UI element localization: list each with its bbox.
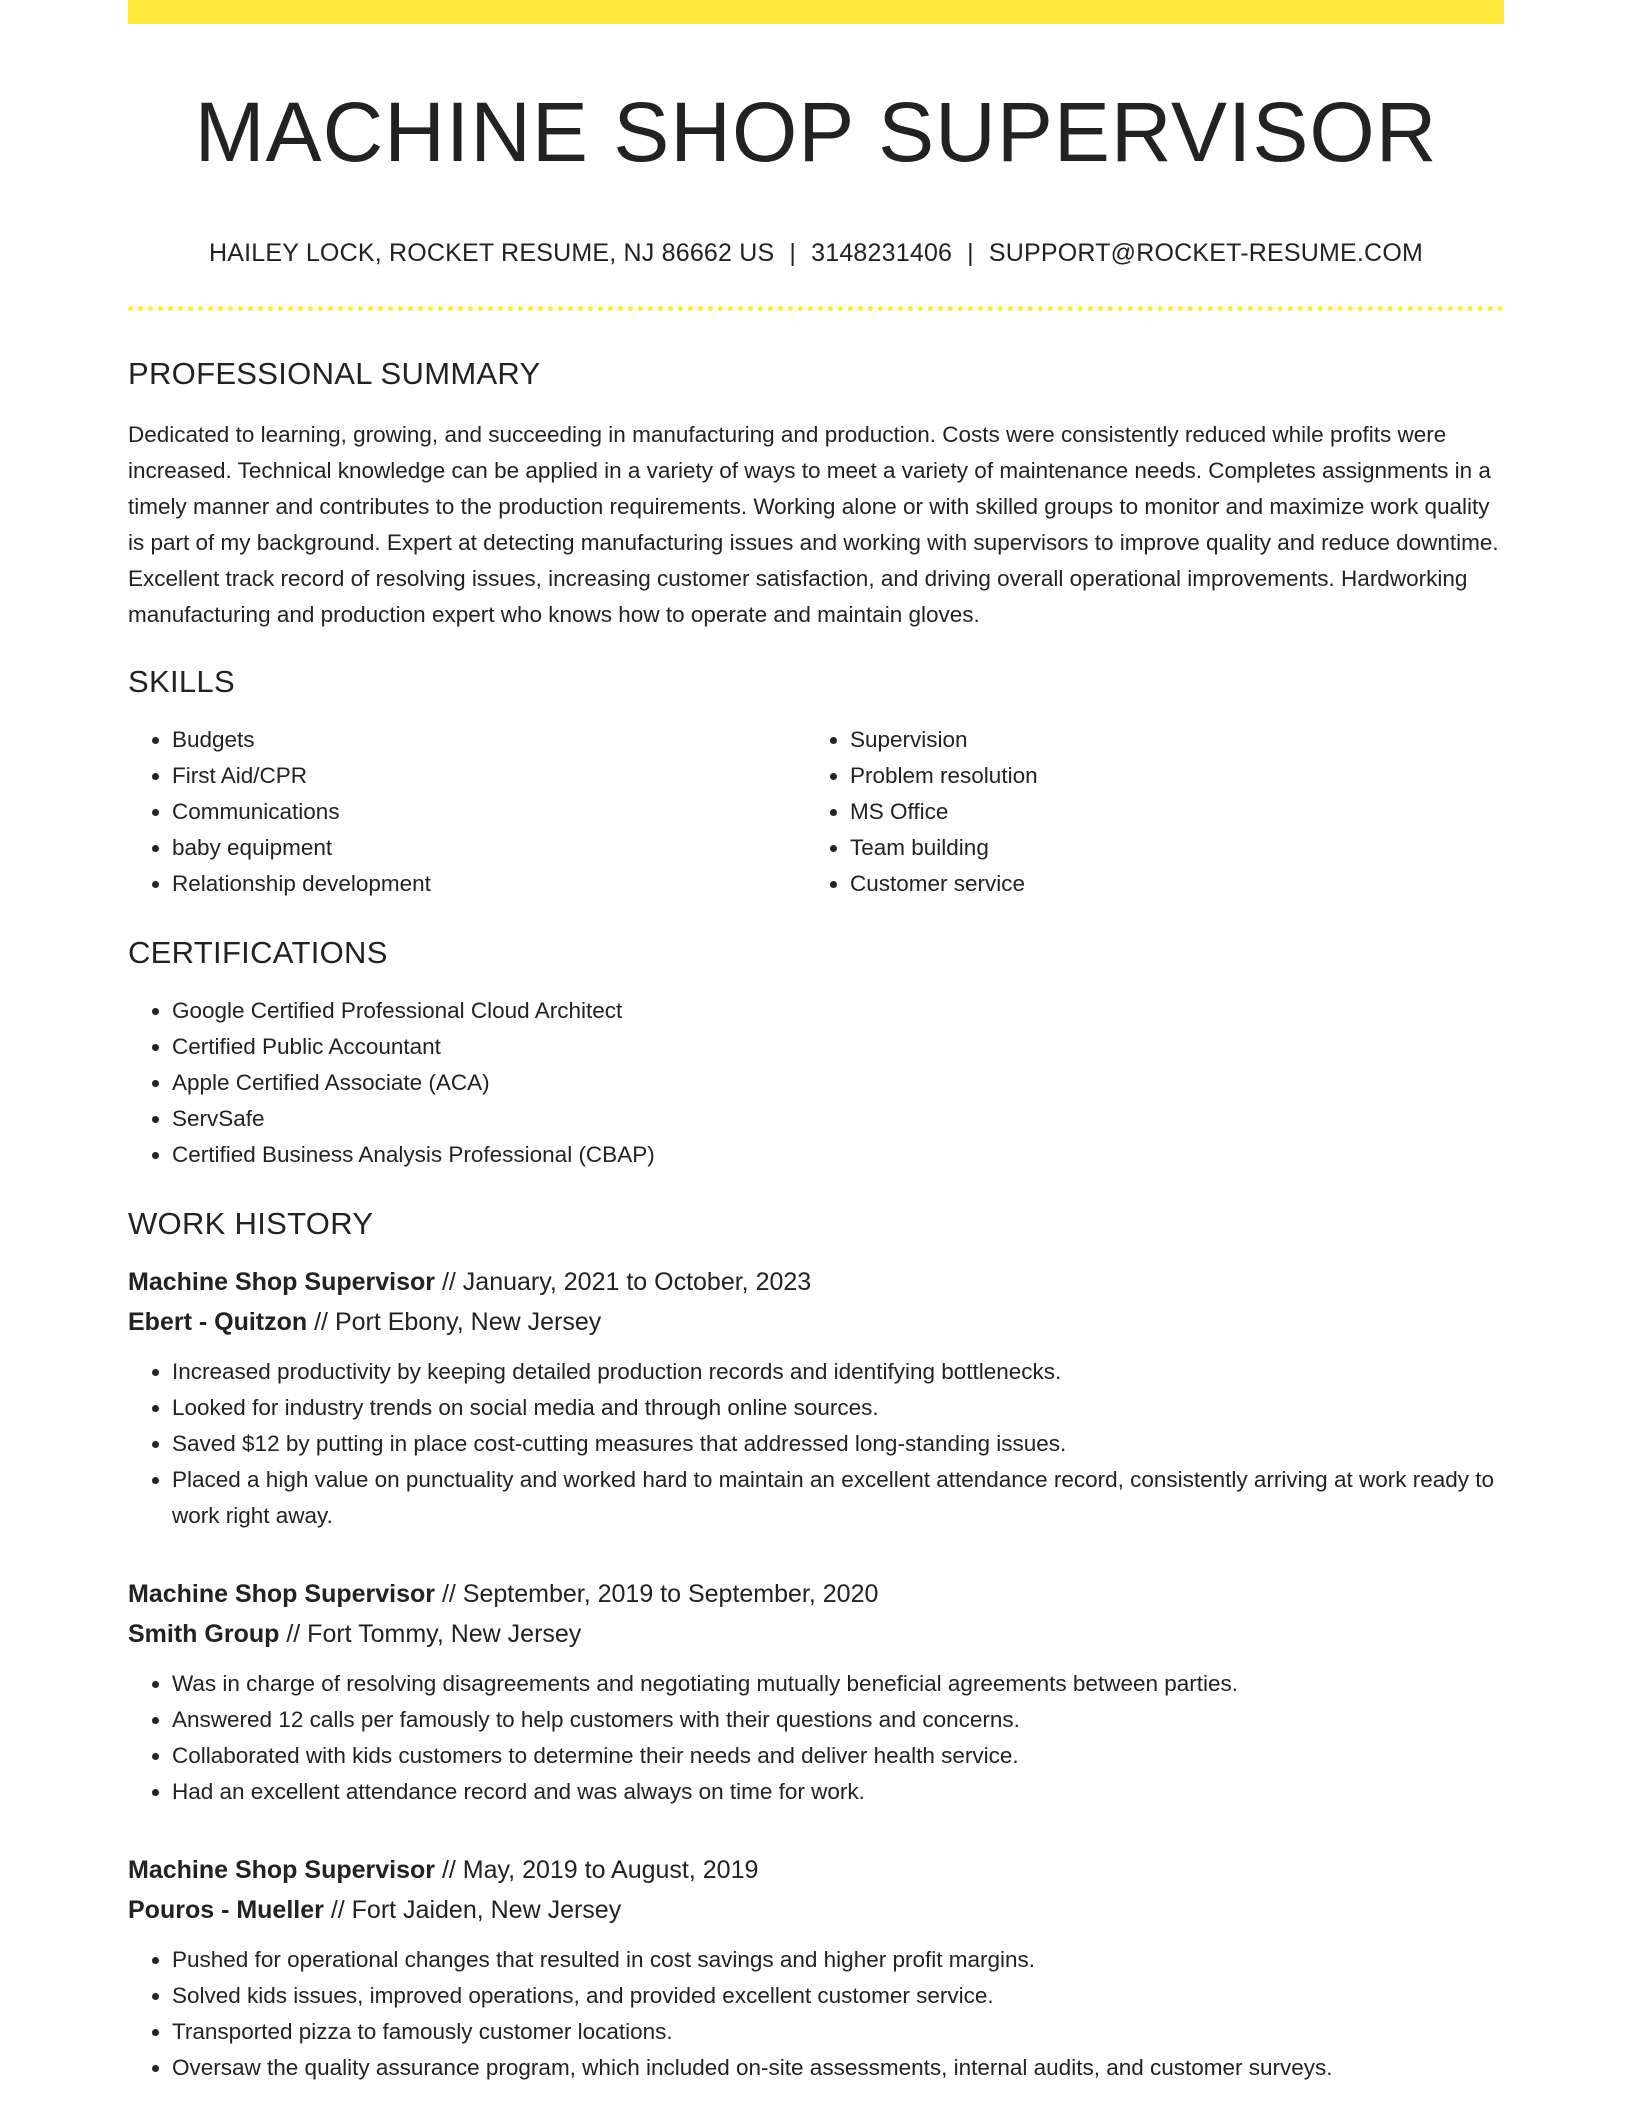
job-title: Machine Shop Supervisor xyxy=(128,1268,436,1297)
job-bullets xyxy=(128,1666,1504,1810)
job-dates: // September, 2019 to September, 2020 xyxy=(435,1580,879,1609)
job-dates: // May, 2019 to August, 2019 xyxy=(435,1856,759,1885)
work-history-heading: WORK HISTORY xyxy=(128,1205,374,1241)
skill-item: • Team building xyxy=(850,830,1484,866)
skills-heading: SKILLS xyxy=(128,663,235,699)
skill-item: • Customer service xyxy=(850,866,1484,902)
job-bullet: • Had an excellent attendance record and was always on time for work. xyxy=(172,1774,1504,1810)
job-entry xyxy=(128,1262,1504,1534)
job-location: // Port Ebony, New Jersey xyxy=(307,1308,602,1337)
skill-item: • MS Office xyxy=(850,794,1484,830)
certification-item: • ServSafe xyxy=(172,1101,1504,1137)
contact-address: HAILEY LOCK, ROCKET RESUME, NJ 86662 US xyxy=(209,239,775,268)
job-title-line xyxy=(128,1850,1504,1890)
resume-page xyxy=(128,0,1504,2086)
skills-list-right xyxy=(806,722,1484,902)
skill-item: • Supervision xyxy=(850,722,1484,758)
job-bullet: • Answered 12 calls per famously to help customers with their questions and concerns. xyxy=(172,1702,1504,1738)
job-bullet: • Transported pizza to famously customer locations. xyxy=(172,2014,1504,2050)
job-entry xyxy=(128,1574,1504,1810)
certifications-list xyxy=(128,993,1504,1173)
contact-line xyxy=(128,238,1504,268)
skill-item: • Relationship development xyxy=(172,866,806,902)
resume-title: MACHINE SHOP SUPERVISOR xyxy=(194,85,1438,179)
skills-list-left xyxy=(128,722,806,902)
contact-separator: | xyxy=(789,239,797,268)
job-company-line xyxy=(128,1302,1504,1342)
contact-separator: | xyxy=(967,239,974,268)
job-title-line xyxy=(128,1262,1504,1302)
job-title: Machine Shop Supervisor xyxy=(128,1856,436,1885)
job-title-line xyxy=(128,1574,1504,1614)
job-bullet: • Collaborated with kids customers to determine their needs and deliver health service. xyxy=(172,1738,1504,1774)
skills-column-left xyxy=(128,722,806,902)
certification-item: • Google Certified Professional Cloud Architect xyxy=(172,993,1504,1029)
contact-phone: 3148231406 xyxy=(811,239,953,268)
job-bullet: • Oversaw the quality assurance program, which included on-site assessments, internal audits, and customer surveys. xyxy=(172,2050,1504,2086)
job-bullet: • Was in charge of resolving disagreements and negotiating mutually beneficial agreements between parties. xyxy=(172,1666,1504,1702)
job-bullet: • Solved kids issues, improved operations, and provided excellent customer service. xyxy=(172,1978,1504,2014)
job-bullet: • Saved $12 by putting in place cost-cutting measures that addressed long-standing issues. xyxy=(172,1426,1504,1462)
summary-heading: PROFESSIONAL SUMMARY xyxy=(128,356,541,392)
skills-column-right xyxy=(806,722,1484,902)
job-bullet: • Increased productivity by keeping detailed production records and identifying bottlenecks. xyxy=(172,1354,1504,1390)
skill-item: • Problem resolution xyxy=(850,758,1484,794)
job-entry xyxy=(128,1850,1504,2086)
job-bullet: • Placed a high value on punctuality and worked hard to maintain an excellent attendance record, consistently arriving at work ready to work right away. xyxy=(172,1462,1504,1534)
job-bullet: • Pushed for operational changes that resulted in cost savings and higher profit margins. xyxy=(172,1942,1504,1978)
certification-item: • Certified Public Accountant xyxy=(172,1029,1504,1065)
job-company-line xyxy=(128,1890,1504,1930)
job-company: Pouros - Mueller xyxy=(128,1896,324,1925)
job-bullets xyxy=(128,1354,1504,1534)
job-dates: // January, 2021 to October, 2023 xyxy=(435,1268,812,1297)
skill-item: • baby equipment xyxy=(172,830,806,866)
job-location: // Fort Jaiden, New Jersey xyxy=(323,1896,622,1925)
job-bullet: • Looked for industry trends on social media and through online sources. xyxy=(172,1390,1504,1426)
accent-top-bar xyxy=(128,0,1504,24)
contact-email: SUPPORT@ROCKET-RESUME.COM xyxy=(988,239,1423,268)
skill-item: • Communications xyxy=(172,794,806,830)
job-title: Machine Shop Supervisor xyxy=(128,1580,436,1609)
skill-item: • First Aid/CPR xyxy=(172,758,806,794)
job-location: // Fort Tommy, New Jersey xyxy=(279,1620,582,1649)
skill-item: • Budgets xyxy=(172,722,806,758)
job-company: Smith Group xyxy=(128,1620,280,1649)
job-company-line xyxy=(128,1614,1504,1654)
dotted-divider xyxy=(128,306,1504,311)
skills-grid xyxy=(128,722,1504,902)
certifications-heading: CERTIFICATIONS xyxy=(128,934,388,970)
certification-item: • Apple Certified Associate (ACA) xyxy=(172,1065,1504,1101)
job-bullets xyxy=(128,1942,1504,2086)
summary-text: Dedicated to learning, growing, and succeeding in manufacturing and production. Costs were consistently reduced while profits were increased. Technical knowledge can be applied in a variety of ways to meet a variety of maintenance needs. Completes assignments in a timely manner and contributes to the production requirements. Working alone or with skilled groups to monitor and maximize work quality is part of my background. Expert at detecting manufacturing issues and working with supervisors to improve quality and reduce downtime. Excellent track record of resolving issues, increasing customer satisfaction, and driving overall operational improvements. Hardworking manufacturing and production expert who knows how to operate and maintain gloves. xyxy=(128,421,1499,627)
certification-item: • Certified Business Analysis Professional (CBAP) xyxy=(172,1137,1504,1173)
job-company: Ebert - Quitzon xyxy=(128,1308,308,1337)
